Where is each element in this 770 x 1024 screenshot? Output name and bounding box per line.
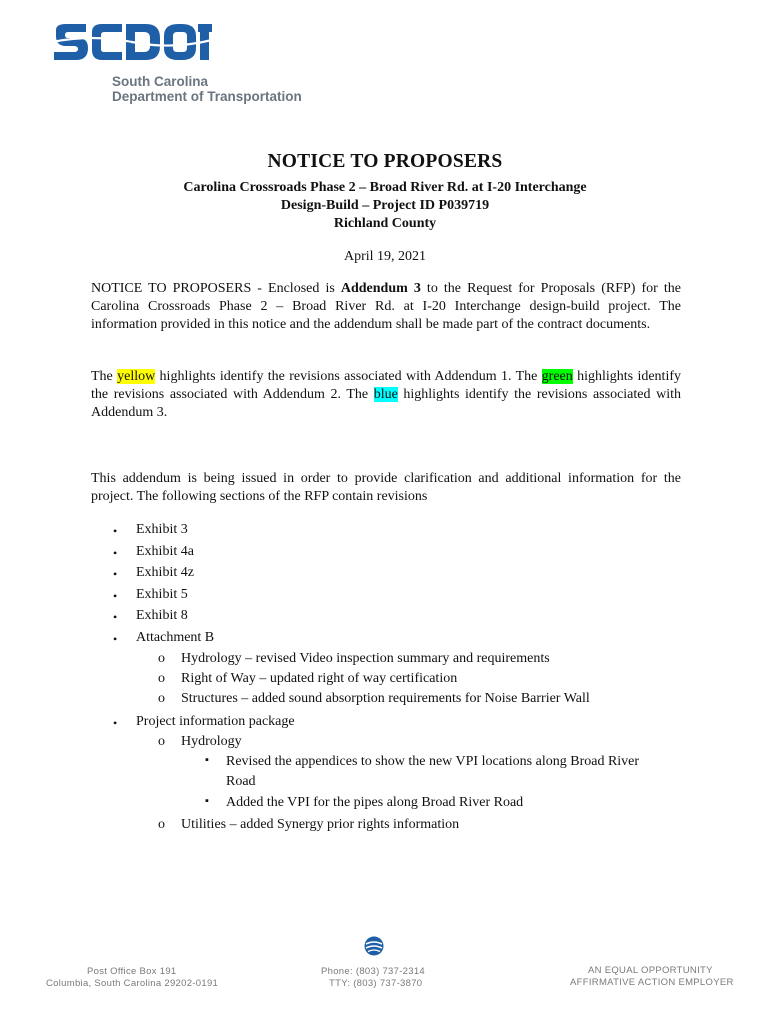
sublist-item-utilities: Utilities – added Synergy prior rights information — [181, 817, 460, 832]
list-item-exhibit-4z: Exhibit 4z — [136, 565, 194, 580]
bullet-marker: • — [113, 589, 118, 603]
notice-subtitle-project: Carolina Crossroads Phase 2 – Broad River Rd. at I-20 Interchange — [183, 180, 587, 195]
sublist-item-structures: Structures – added sound absorption requirements for Noise Barrier Wall — [181, 691, 590, 706]
sublist-item-hydrology: Hydrology – revised Video inspection summary and requirements — [181, 651, 550, 666]
bullet-marker: • — [113, 524, 118, 538]
sublist-item-right-of-way: Right of Way – updated right of way certification — [181, 671, 458, 686]
circle-marker: o — [158, 671, 165, 686]
bullet-marker: • — [113, 567, 118, 581]
list-item-project-info-package: Project information package — [136, 714, 295, 729]
footer-eeo-line-2: AFFIRMATIVE ACTION EMPLOYER — [570, 977, 734, 988]
blue-highlight: blue — [373, 387, 398, 402]
footer-address-line-2: Columbia, South Carolina 29202-0191 — [46, 978, 219, 989]
circle-marker: o — [158, 651, 165, 666]
square-marker: ▪ — [205, 754, 209, 766]
yellow-highlight: yellow — [117, 369, 156, 384]
pip-hydrology-item-appendices-cont: Road — [226, 774, 256, 789]
notice-date: April 19, 2021 — [343, 249, 427, 264]
intro-rest: to the Request for Proposals (RFP) for the Carolina Crossroads Phase 2 – Broad River Rd. at I-20 Interchange design-build project. The information provided in this notice and the addendum shall be made part of the contract documents. — [91, 281, 682, 332]
notice-subtitle-id: Design-Build – Project ID P039719 — [280, 198, 490, 213]
legend-text-3: highlights identify the revisions associated with Addendum 2. The — [91, 369, 681, 402]
agency-name — [112, 74, 302, 104]
footer-eeo-line-1: AN EQUAL OPPORTUNITY — [588, 965, 713, 976]
highlight-legend-paragraph — [91, 368, 681, 422]
circle-marker: o — [158, 817, 165, 832]
scdot-emblem-icon — [364, 936, 384, 956]
notice-title: NOTICE TO PROPOSERS — [267, 151, 503, 172]
sublist-item-pip-hydrology: Hydrology — [181, 734, 242, 749]
legend-text-1: The — [91, 369, 118, 384]
scdot-logo — [52, 22, 322, 104]
addendum-purpose-paragraph: This addendum is being issued in order to provide clarification and additional information for the project. The following sections of the RFP contain revisions — [91, 471, 681, 504]
circle-marker: o — [158, 691, 165, 706]
footer-address-line-1: Post Office Box 191 — [87, 966, 177, 977]
bullet-marker: • — [113, 716, 118, 730]
bullet-marker: • — [113, 546, 118, 560]
bullet-marker: • — [113, 610, 118, 624]
list-item-exhibit-3: Exhibit 3 — [136, 522, 188, 537]
list-item-exhibit-8: Exhibit 8 — [136, 608, 188, 623]
circle-marker: o — [158, 734, 165, 749]
pip-hydrology-item-appendices: Revised the appendices to show the new VPI locations along Broad River — [226, 754, 640, 769]
addendum-number: Addendum 3 — [340, 281, 421, 296]
square-marker: ▪ — [205, 795, 209, 807]
footer-phone: Phone: (803) 737-2314 — [321, 966, 426, 977]
list-item-attachment-b: Attachment B — [136, 630, 215, 645]
pip-hydrology-item-vpi: Added the VPI for the pipes along Broad River Road — [226, 795, 524, 810]
intro-paragraph — [91, 280, 681, 334]
legend-text-4: highlights identify the revisions associated with Addendum 3. — [91, 387, 681, 420]
legend-text-2: highlights identify the revisions associated with Addendum 1. The — [155, 369, 542, 384]
list-item-exhibit-4a: Exhibit 4a — [136, 544, 194, 559]
list-item-exhibit-5: Exhibit 5 — [136, 587, 188, 602]
agency-line-1: South Carolina — [112, 74, 209, 89]
green-highlight: green — [541, 369, 573, 384]
intro-lead: NOTICE TO PROPOSERS - Enclosed is — [91, 281, 341, 296]
notice-subtitle-county: Richland County — [333, 216, 437, 231]
agency-line-2: Department of Transportation — [112, 89, 302, 104]
footer-tty: TTY: (803) 737-3870 — [329, 978, 423, 989]
bullet-marker: • — [113, 632, 118, 646]
scdot-wordmark-icon — [52, 22, 212, 64]
